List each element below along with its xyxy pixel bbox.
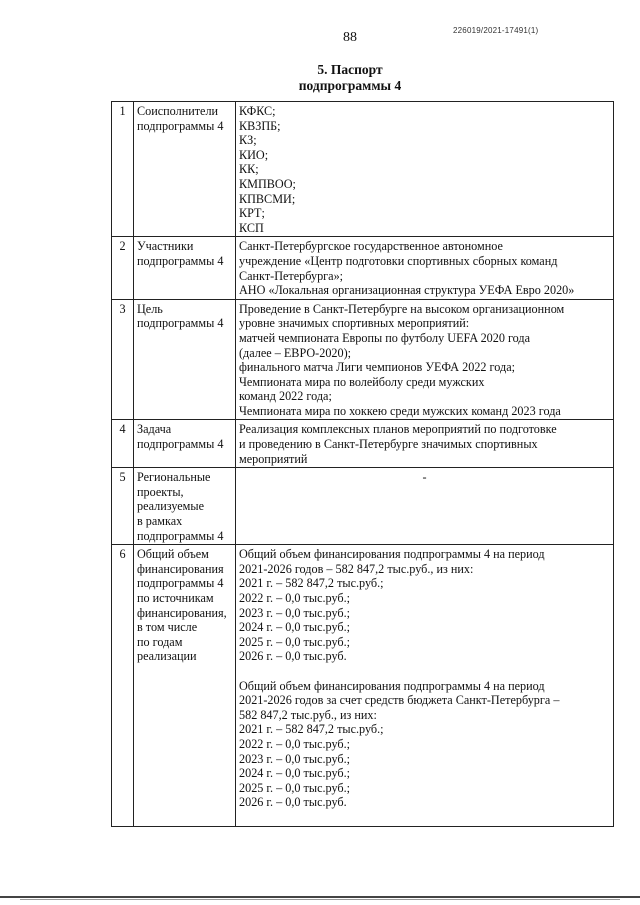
row-content xyxy=(236,468,614,545)
row-content-line: КФКС; xyxy=(239,104,276,118)
table-row xyxy=(112,468,614,545)
row-content-line: КПВСМИ; xyxy=(239,191,296,206)
row-label xyxy=(134,545,236,826)
row-content-line: учреждение «Центр подготовки спортивных сборных команд xyxy=(239,253,558,268)
row-content-line: Санкт-Петербургское государственное автономное xyxy=(239,239,503,254)
row-content-line: Проведение в Санкт-Петербурге на высоком организационном xyxy=(239,301,565,316)
row-label xyxy=(134,468,236,545)
row-label-line: проекты, xyxy=(137,484,184,499)
row-content-line: 582 847,2 тыс.руб., из них: xyxy=(239,707,377,722)
table-row xyxy=(112,237,614,299)
row-content-line: - xyxy=(422,470,427,485)
table-row xyxy=(112,545,614,826)
row-number: 4 xyxy=(112,420,134,468)
row-label xyxy=(134,102,236,237)
row-label xyxy=(134,420,236,468)
row-label-line: по источникам xyxy=(137,591,214,605)
row-content-line: команд 2022 года; xyxy=(239,389,332,404)
row-label-line: подпрограммы 4 xyxy=(137,253,224,268)
row-label-line: подпрограммы 4 xyxy=(137,576,224,591)
table-row xyxy=(112,299,614,420)
row-content-line: 2026 г. – 0,0 тыс.руб. xyxy=(239,649,347,664)
bottom-scan-edge-thin xyxy=(20,899,620,900)
row-number: 3 xyxy=(112,299,134,420)
row-label-line: в рамках xyxy=(137,514,183,529)
row-label-line: по годам xyxy=(137,634,183,649)
row-content-line: 2021-2026 годов за счет средств бюджета Санкт-Петербурга – xyxy=(239,693,560,708)
row-content-line: 2021 г. – 582 847,2 тыс.руб.; xyxy=(239,722,384,737)
row-label-line: подпрограммы 4 xyxy=(137,118,224,133)
row-number: 2 xyxy=(112,237,134,299)
row-label-line: реализуемые xyxy=(137,499,204,514)
row-content-line: 2023 г. – 0,0 тыс.руб.; xyxy=(239,751,351,766)
row-content-line: (далее – ЕВРО-2020); xyxy=(239,345,352,360)
passport-table-body xyxy=(112,102,614,827)
row-label-line: подпрограммы 4 xyxy=(137,528,224,543)
row-content-line: 2025 г. – 0,0 тыс.руб.; xyxy=(239,634,351,649)
row-label-line: Региональные xyxy=(137,470,211,485)
row-content-line: мероприятий xyxy=(239,451,308,466)
row-label-line: Участники xyxy=(137,239,194,254)
row-label-line: финансирования xyxy=(137,561,224,576)
passport-table xyxy=(111,101,614,827)
row-content-line: уровне значимых спортивных мероприятий: xyxy=(239,316,470,331)
row-content xyxy=(236,299,614,420)
row-content-line: КИО; xyxy=(239,147,269,162)
row-label-line: Соисполнители xyxy=(137,104,219,118)
section-title-line-2: подпрограммы 4 xyxy=(298,78,402,93)
row-content-line: КСП xyxy=(239,220,264,235)
row-content xyxy=(236,237,614,299)
row-content-line: Чемпионата мира по хоккею среди мужских команд 2023 года xyxy=(239,403,561,418)
bottom-scan-edge xyxy=(0,896,640,898)
section-title-line-1: 5. Паспорт xyxy=(317,62,383,77)
row-content-line: матчей чемпионата Европы по футболу UEFA 2020 года xyxy=(239,330,531,345)
row-content-line: и проведению в Санкт-Петербурге значимых спортивных xyxy=(239,437,538,452)
row-content-line: 2021-2026 годов – 582 847,2 тыс.руб., из них: xyxy=(239,561,474,576)
row-content xyxy=(236,102,614,237)
row-content-line: КК; xyxy=(239,162,259,177)
row-content-line: 2021 г. – 582 847,2 тыс.руб.; xyxy=(239,576,384,591)
row-label xyxy=(134,237,236,299)
row-label-line: Цель xyxy=(137,301,163,316)
row-label-line: финансирования, xyxy=(137,605,227,620)
table-row xyxy=(112,420,614,468)
row-number: 6 xyxy=(112,545,134,826)
table-row xyxy=(112,102,614,237)
row-label-line: в том числе xyxy=(137,620,198,635)
row-label-line: подпрограммы 4 xyxy=(137,316,224,331)
row-content-line: Санкт-Петербурга»; xyxy=(239,268,344,283)
page-number: 88 xyxy=(343,30,357,45)
row-content-line: 2024 г. – 0,0 тыс.руб.; xyxy=(239,766,351,781)
row-label xyxy=(134,299,236,420)
row-label-line: подпрограммы 4 xyxy=(137,437,224,452)
row-label-line: Задача xyxy=(137,422,172,437)
row-content-line: КВЗПБ; xyxy=(239,118,281,133)
row-number: 1 xyxy=(112,102,134,237)
row-content-line: 2024 г. – 0,0 тыс.руб.; xyxy=(239,620,351,635)
row-content-line: 2022 г. – 0,0 тыс.руб.; xyxy=(239,591,351,605)
row-content xyxy=(236,545,614,826)
section-title xyxy=(0,62,640,94)
row-content-line: финального матча Лиги чемпионов УЕФА 2022 года; xyxy=(239,360,515,375)
paragraph-gap xyxy=(239,810,610,825)
row-number: 5 xyxy=(112,468,134,545)
row-content-line: АНО «Локальная организационная структура УЕФА Евро 2020» xyxy=(239,283,575,298)
row-content-line: Реализация комплексных планов мероприятий по подготовке xyxy=(239,422,557,437)
row-content-line: Чемпионата мира по волейболу среди мужских xyxy=(239,374,485,389)
row-content xyxy=(236,420,614,468)
document-number: 226019/2021-17491(1) xyxy=(453,26,539,35)
row-content-line: Общий объем финансирования подпрограммы 4 на период xyxy=(239,678,545,693)
row-content-line: КМПВОО; xyxy=(239,176,296,191)
row-content-line: 2025 г. – 0,0 тыс.руб.; xyxy=(239,780,351,795)
row-content-line: 2022 г. – 0,0 тыс.руб.; xyxy=(239,736,351,751)
paragraph-gap xyxy=(239,664,610,679)
row-label-line: реализации xyxy=(137,649,197,664)
row-content-line: КРТ; xyxy=(239,206,265,221)
row-label-line: Общий объем xyxy=(137,547,209,562)
row-content-line: КЗ; xyxy=(239,133,257,148)
row-content-line: Общий объем финансирования подпрограммы 4 на период xyxy=(239,547,545,562)
row-content-line: 2026 г. – 0,0 тыс.руб. xyxy=(239,795,347,810)
row-content-line: 2023 г. – 0,0 тыс.руб.; xyxy=(239,605,351,620)
